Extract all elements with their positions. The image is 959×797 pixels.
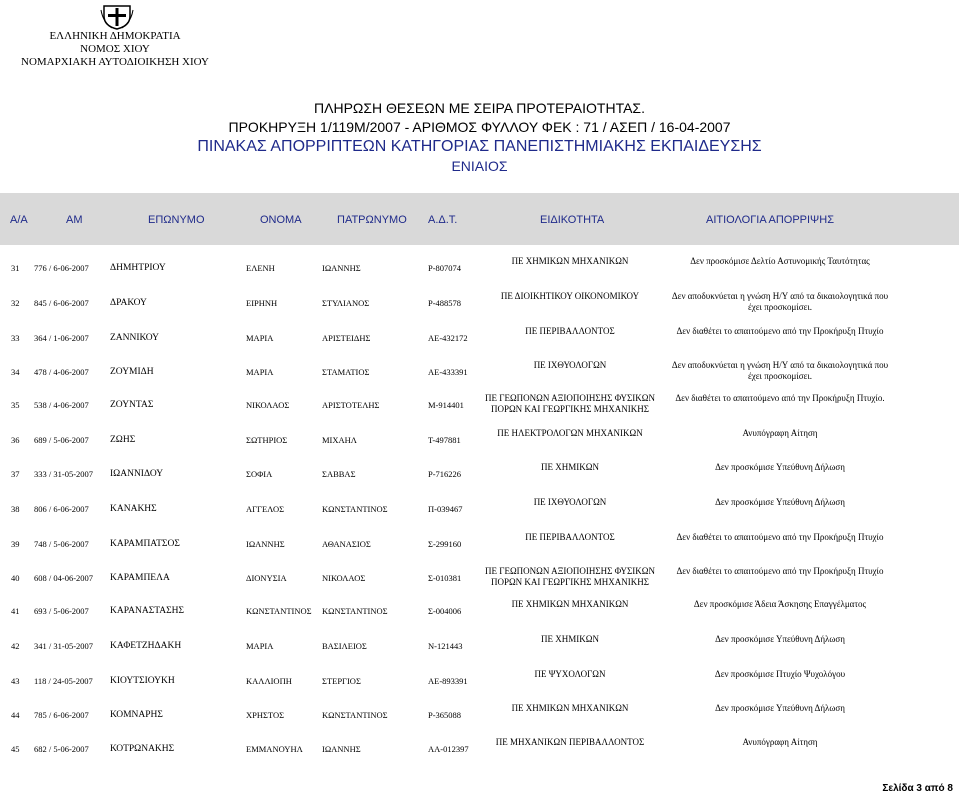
cell-patronymo: ΣΤΑΜΑΤΙΟΣ (322, 367, 370, 377)
cell-aitiologia: Δεν προσκόμισε Υπεύθυνη Δήλωση (715, 462, 845, 472)
cell-aa: 39 (11, 539, 20, 549)
cell-adt: Σ-010381 (428, 573, 462, 583)
cell-eidikotita: ΠΕ ΨΥΧΟΛΟΓΩΝ (534, 669, 606, 679)
cell-aa: 37 (11, 469, 20, 479)
cell-patronymo: ΙΩΑΝΝΗΣ (322, 263, 361, 273)
cell-aitiologia: Δεν διαθέτει το απαιτούμενο από την Προκήρυξη Πτυχίο (676, 326, 884, 336)
cell-aa: 44 (11, 710, 20, 720)
cell-onoma: ΕΙΡΗΝΗ (246, 298, 278, 308)
cell-adt: Σ-004006 (428, 606, 462, 616)
table-row (0, 354, 959, 388)
cell-aitiologia: Δεν προσκόμισε Δελτίο Αστυνομικής Ταυτότητας (690, 256, 870, 266)
table-row (0, 250, 959, 284)
cell-patronymo: ΚΩΝΣΤΑΝΤΙΝΟΣ (322, 606, 388, 616)
cell-eidikotita: ΠΕ ΓΕΩΠΟΝΩΝ ΑΞΙΟΠΟΙΗΣΗΣ ΦΥΣΙΚΩΝ ΠΟΡΩΝ ΚΑΙ ΓΕΩΡΓΙΚΗΣ ΜΗΧΑΝΙΚΗΣ (485, 566, 655, 587)
col-header-aitiologia: ΑΙΤΙΟΛΟΓΙΑ ΑΠΟΡΡΙΨΗΣ (706, 214, 834, 226)
cell-patronymo: ΝΙΚΟΛΑΟΣ (322, 573, 366, 583)
cell-eponymo: ΖΟΥΜΙΔΗ (110, 367, 154, 377)
cell-eponymo: ΙΩΑΝΝΙΔΟΥ (110, 469, 164, 479)
cell-aa: 41 (11, 606, 20, 616)
cell-eidikotita: ΠΕ ΠΕΡΙΒΑΛΛΟΝΤΟΣ (525, 532, 615, 542)
cell-eidikotita: ΠΕ ΓΕΩΠΟΝΩΝ ΑΞΙΟΠΟΙΗΣΗΣ ΦΥΣΙΚΩΝ ΠΟΡΩΝ ΚΑΙ ΓΕΩΡΓΙΚΗΣ ΜΗΧΑΝΙΚΗΣ (485, 393, 655, 414)
cell-eidikotita: ΠΕ ΧΗΜΙΚΩΝ ΜΗΧΑΝΙΚΩΝ (511, 599, 629, 609)
cell-patronymo: ΚΩΝΣΤΑΝΤΙΝΟΣ (322, 504, 388, 514)
cell-eponymo: ΔΡΑΚΟΥ (110, 298, 147, 308)
cell-patronymo: ΑΘΑΝΑΣΙΟΣ (322, 539, 371, 549)
table-row (0, 526, 959, 560)
title-line-2: ΠΡΟΚΗΡΥΞΗ 1/119Μ/2007 - ΑΡΙΘΜΟΣ ΦΥΛΛΟΥ ΦΕΚ : 71 / ΑΣΕΠ / 16-04-2007 (228, 119, 731, 135)
cell-aitiologia: Δεν διαθέτει το απαιτούμενο από την Προκήρυξη Πτυχίο (676, 566, 884, 576)
cell-am: 806 / 6-06-2007 (34, 504, 89, 514)
cell-eponymo: ΚΑΝΑΚΗΣ (110, 504, 157, 514)
cell-eponymo: ΔΗΜΗΤΡΙΟΥ (110, 263, 166, 273)
cell-am: 478 / 4-06-2007 (34, 367, 89, 377)
cell-eidikotita: ΠΕ ΠΕΡΙΒΑΛΛΟΝΤΟΣ (525, 326, 615, 336)
cell-onoma: ΧΡΗΣΤΟΣ (246, 710, 285, 720)
col-header-onoma: ΟΝΟΜΑ (260, 214, 302, 226)
cell-eponymo: ΖΑΝΝΙΚΟΥ (110, 333, 160, 343)
table-row (0, 456, 959, 490)
cell-eponymo: ΖΩΗΣ (110, 435, 136, 445)
col-header-am: ΑΜ (66, 214, 83, 226)
cell-am: 693 / 5-06-2007 (34, 606, 89, 616)
cell-onoma: ΑΓΓΕΛΟΣ (246, 504, 285, 514)
cell-adt: Τ-497881 (428, 435, 461, 445)
cell-aa: 38 (11, 504, 20, 514)
cell-adt: ΑΕ-432172 (428, 333, 468, 343)
cell-aa: 43 (11, 676, 20, 686)
cell-patronymo: ΣΤΕΡΓΙΟΣ (322, 676, 361, 686)
cell-eponymo: ΚΑΡΑΜΠΑΤΣΟΣ (110, 539, 180, 549)
org-line-1: ΕΛΛΗΝΙΚΗ ΔΗΜΟΚΡΑΤΙΑ (49, 30, 181, 42)
cell-onoma: ΜΑΡΙΑ (246, 333, 274, 343)
col-header-aa: Α/Α (10, 214, 28, 226)
table-row (0, 285, 959, 319)
table-row (0, 387, 959, 421)
cell-adt: Ρ-807074 (428, 263, 462, 273)
cell-adt: ΑΑ-012397 (428, 744, 469, 754)
cell-am: 333 / 31-05-2007 (34, 469, 94, 479)
cell-onoma: ΣΩΤΗΡΙΟΣ (246, 435, 288, 445)
cell-onoma: ΕΜΜΑΝΟΥΗΛ (246, 744, 303, 754)
cell-onoma: ΙΩΑΝΝΗΣ (246, 539, 285, 549)
cell-adt: Σ-299160 (428, 539, 462, 549)
table-row (0, 731, 959, 765)
cell-am: 748 / 5-06-2007 (34, 539, 89, 549)
col-header-eidikotita: ΕΙΔΙΚΟΤΗΤΑ (540, 214, 605, 226)
cell-onoma: ΔΙΟΝΥΣΙΑ (246, 573, 287, 583)
cell-eponymo: ΚΑΦΕΤΖΗΔΑΚΗ (110, 641, 182, 651)
cell-onoma: ΣΟΦΙΑ (246, 469, 273, 479)
table-row (0, 593, 959, 627)
table-row (0, 422, 959, 456)
cell-onoma: ΜΑΡΙΑ (246, 641, 274, 651)
cell-am: 689 / 5-06-2007 (34, 435, 89, 445)
cell-patronymo: ΒΑΣΙΛΕΙΟΣ (322, 641, 367, 651)
cell-aitiologia: Δεν διαθέτει το απαιτούμενο από την Προκήρυξη Πτυχίο. (675, 393, 885, 403)
cell-adt: Ρ-365088 (428, 710, 462, 720)
col-header-adt: Α.Δ.Τ. (428, 214, 458, 226)
cell-aa: 36 (11, 435, 20, 445)
cell-aitiologia: Δεν αποδυκνύεται η γνώση Η/Υ από τα δικαιολογητικά που έχει προσκομίσει. (671, 360, 889, 381)
cell-onoma: ΜΑΡΙΑ (246, 367, 274, 377)
cell-am: 364 / 1-06-2007 (34, 333, 89, 343)
table-row (0, 628, 959, 662)
cell-eponymo: ΚΑΡΑΝΑΣΤΑΣΗΣ (110, 606, 185, 616)
table-row (0, 491, 959, 525)
table-row (0, 320, 959, 354)
cell-am: 608 / 04-06-2007 (34, 573, 94, 583)
cell-eidikotita: ΠΕ ΗΛΕΚΤΡΟΛΟΓΩΝ ΜΗΧΑΝΙΚΩΝ (497, 428, 643, 438)
col-header-patronymo: ΠΑΤΡΩΝΥΜΟ (337, 214, 407, 226)
cell-patronymo: ΣΑΒΒΑΣ (322, 469, 356, 479)
cell-patronymo: ΑΡΙΣΤΕΙΔΗΣ (322, 333, 371, 343)
table-row (0, 697, 959, 731)
cell-aitiologia: Δεν προσκόμισε Υπεύθυνη Δήλωση (715, 497, 845, 507)
cell-eponymo: ΖΟΥΝΤΑΣ (110, 400, 154, 410)
cell-eidikotita: ΠΕ ΙΧΘΥΟΛΟΓΩΝ (533, 360, 607, 370)
cell-adt: Μ-914401 (428, 400, 464, 410)
cell-am: 776 / 6-06-2007 (34, 263, 89, 273)
cell-adt: ΑΕ-893391 (428, 676, 468, 686)
cell-eponymo: ΚΟΜΝΑΡΗΣ (110, 710, 163, 720)
cell-aa: 45 (11, 744, 20, 754)
cell-aitiologia: Δεν προσκόμισε Πτυχίο Ψυχολόγου (714, 669, 846, 679)
title-line-1: ΠΛΗΡΩΣΗ ΘΕΣΕΩΝ ΜΕ ΣΕΙΡΑ ΠΡΟΤΕΡΑΙΟΤΗΤΑΣ. (314, 100, 645, 116)
cell-am: 845 / 6-06-2007 (34, 298, 89, 308)
cell-am: 785 / 6-06-2007 (34, 710, 89, 720)
cell-eidikotita: ΠΕ ΧΗΜΙΚΩΝ (541, 634, 599, 644)
cell-am: 538 / 4-06-2007 (34, 400, 89, 410)
table-row (0, 663, 959, 697)
cell-aa: 40 (11, 573, 20, 583)
cell-eidikotita: ΠΕ ΔΙΟΙΚΗΤΙΚΟΥ ΟΙΚΟΝΟΜΙΚΟΥ (500, 291, 640, 301)
cell-adt: Ρ-488578 (428, 298, 462, 308)
cell-eidikotita: ΠΕ ΜΗΧΑΝΙΚΩΝ ΠΕΡΙΒΑΛΛΟΝΤΟΣ (495, 737, 645, 747)
cell-aa: 35 (11, 400, 20, 410)
table-header (0, 193, 959, 245)
page-number: Σελίδα 3 από 8 (882, 783, 953, 794)
cell-aa: 42 (11, 641, 20, 651)
cell-aa: 33 (11, 333, 20, 343)
cell-adt: ΑΕ-433391 (428, 367, 468, 377)
cell-eponymo: ΚΙΟΥΤΣΙΟΥΚΗ (110, 676, 175, 686)
cell-aa: 32 (11, 298, 20, 308)
cell-patronymo: ΑΡΙΣΤΟΤΕΛΗΣ (322, 400, 380, 410)
cell-aitiologia: Δεν προσκόμισε Υπεύθυνη Δήλωση (715, 634, 845, 644)
cell-adt: Ν-121443 (428, 641, 463, 651)
cell-am: 682 / 5-06-2007 (34, 744, 89, 754)
cell-eponymo: ΚΑΡΑΜΠΕΛΑ (110, 573, 170, 583)
cell-adt: Ρ-716226 (428, 469, 462, 479)
hellenic-emblem-icon (100, 2, 134, 30)
cell-adt: Π-039467 (428, 504, 463, 514)
cell-onoma: ΚΑΛΛΙΟΠΗ (246, 676, 292, 686)
cell-patronymo: ΚΩΝΣΤΑΝΤΙΝΟΣ (322, 710, 388, 720)
cell-eidikotita: ΠΕ ΧΗΜΙΚΩΝ (541, 462, 599, 472)
cell-am: 341 / 31-05-2007 (34, 641, 94, 651)
cell-eidikotita: ΠΕ ΧΗΜΙΚΩΝ ΜΗΧΑΝΙΚΩΝ (511, 256, 629, 266)
cell-aa: 34 (11, 367, 20, 377)
cell-onoma: ΕΛΕΝΗ (246, 263, 275, 273)
cell-aitiologia: Δεν διαθέτει το απαιτούμενο από την Προκήρυξη Πτυχίο (676, 532, 884, 542)
table-row (0, 560, 959, 594)
cell-aitiologia: Ανυπόγραφη Αίτηση (742, 737, 818, 747)
org-line-2: ΝΟΜΟΣ ΧΙΟΥ (80, 43, 150, 55)
org-line-3: ΝΟΜΑΡΧΙΑΚΗ ΑΥΤΟΔΙΟΙΚΗΣΗ ΧΙΟΥ (21, 56, 209, 68)
cell-aitiologia: Ανυπόγραφη Αίτηση (742, 428, 818, 438)
cell-patronymo: ΙΩΑΝΝΗΣ (322, 744, 361, 754)
cell-aa: 31 (11, 263, 20, 273)
cell-patronymo: ΣΤΥΛΙΑΝΟΣ (322, 298, 370, 308)
cell-aitiologia: Δεν αποδυκνύεται η γνώση Η/Υ από τα δικαιολογητικά που έχει προσκομίσει. (671, 291, 889, 312)
title-line-4: ΕΝΙΑΙΟΣ (451, 158, 508, 174)
cell-aitiologia: Δεν προσκόμισε Υπεύθυνη Δήλωση (715, 703, 845, 713)
cell-onoma: ΚΩΝΣΤΑΝΤΙΝΟΣ (246, 606, 312, 616)
title-line-3: ΠΙΝΑΚΑΣ ΑΠΟΡΡΙΠΤΕΩΝ ΚΑΤΗΓΟΡΙΑΣ ΠΑΝΕΠΙΣΤΗΜΙΑΚΗΣ ΕΚΠΑΙΔΕΥΣΗΣ (197, 138, 762, 155)
cell-am: 118 / 24-05-2007 (34, 676, 93, 686)
cell-aitiologia: Δεν προσκόμισε Άδεια Άσκησης Επαγγέλματος (693, 599, 867, 609)
cell-eidikotita: ΠΕ ΧΗΜΙΚΩΝ ΜΗΧΑΝΙΚΩΝ (511, 703, 629, 713)
cell-onoma: ΝΙΚΟΛΑΟΣ (246, 400, 290, 410)
cell-eponymo: ΚΟΤΡΩΝΑΚΗΣ (110, 744, 175, 754)
col-header-eponymo: ΕΠΩΝΥΜΟ (148, 214, 205, 226)
cell-eidikotita: ΠΕ ΙΧΘΥΟΛΟΓΩΝ (533, 497, 607, 507)
cell-patronymo: ΜΙΧΑΗΛ (322, 435, 357, 445)
